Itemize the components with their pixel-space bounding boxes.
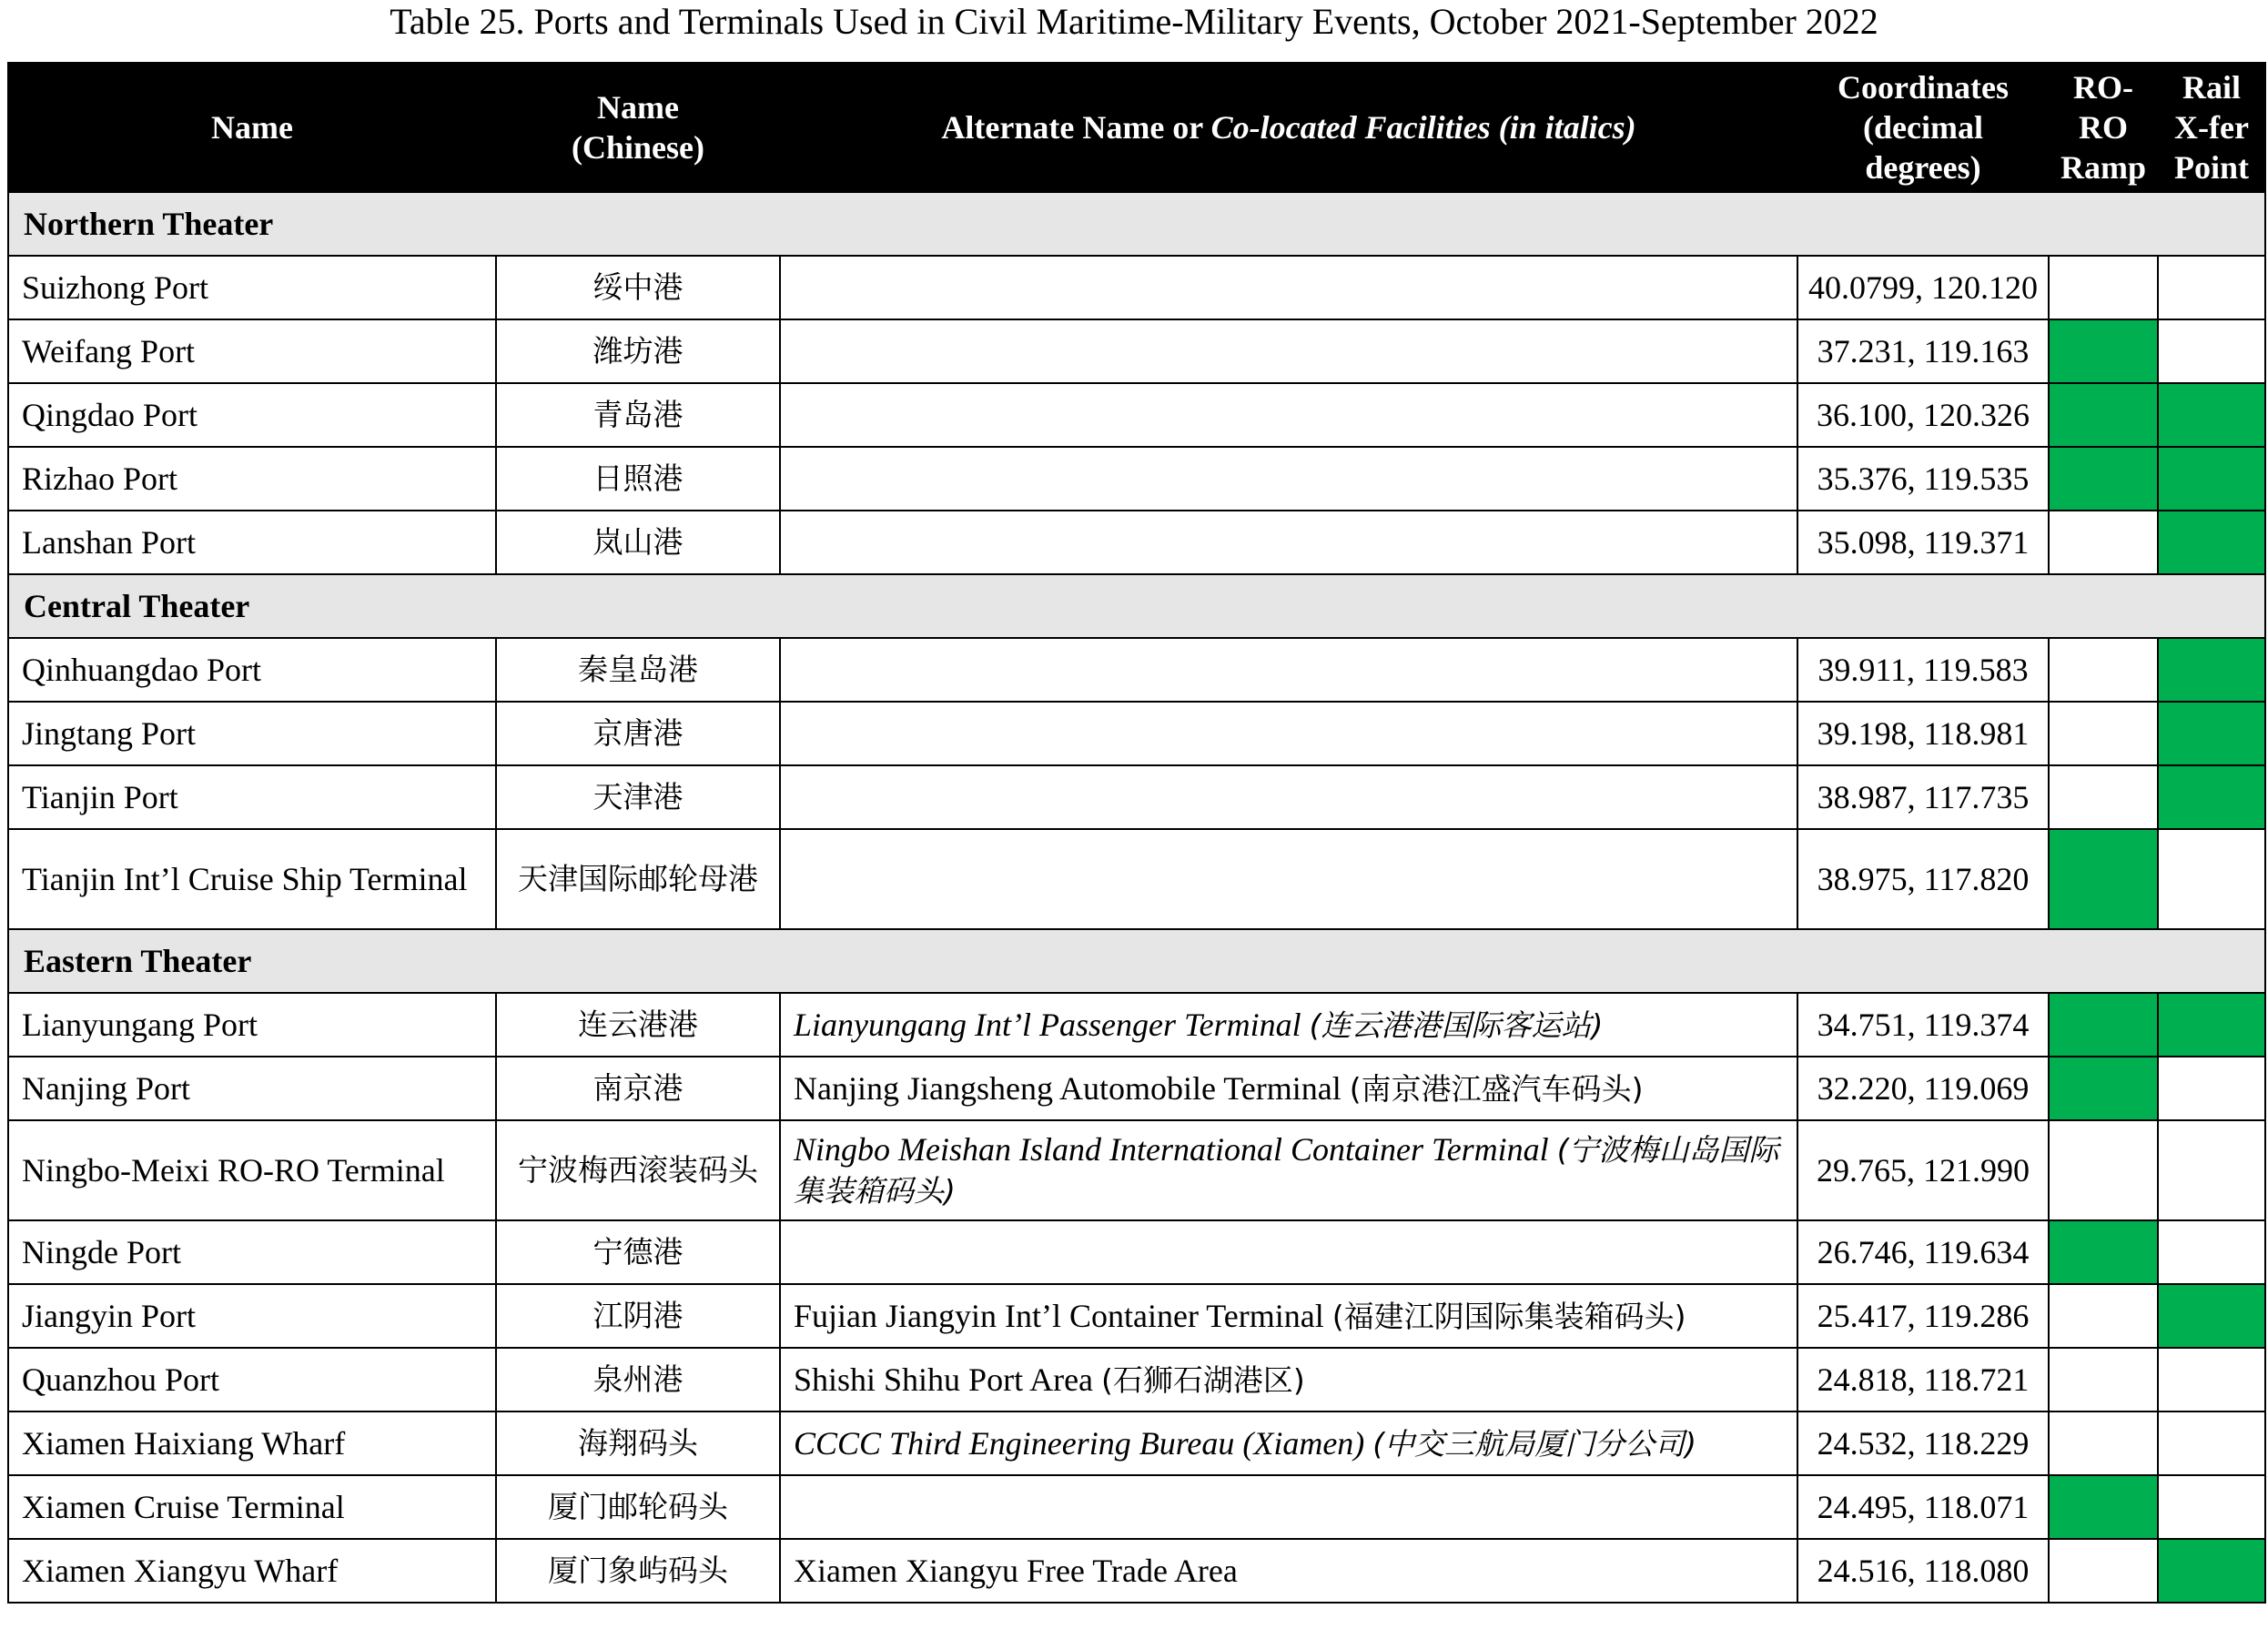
table-row — [8, 1411, 2265, 1475]
table-row — [8, 1348, 2265, 1411]
port-name: Lanshan Port — [8, 511, 496, 574]
alternate-name — [780, 765, 1797, 829]
port-name-chinese: 岚山港 — [496, 511, 780, 574]
table-row — [8, 1220, 2265, 1284]
rail-transfer-flag-on — [2158, 765, 2265, 829]
alternate-name-text: Nanjing Jiangsheng Automobile Terminal — [794, 1069, 1350, 1107]
table-row — [8, 447, 2265, 511]
roro-ramp-flag-off — [2049, 1120, 2158, 1220]
port-name-chinese: 连云港港 — [496, 993, 780, 1057]
table-row — [8, 1475, 2265, 1539]
header-alternate-name: Alternate Name or Co-located Facilities (in italics) — [780, 63, 1797, 192]
port-name-chinese: 泉州港 — [496, 1348, 780, 1411]
alternate-name — [780, 1120, 1797, 1220]
header-rail-transfer-point: Rail X-fer Point — [2158, 63, 2265, 192]
port-name-chinese: 海翔码头 — [496, 1411, 780, 1475]
section-title: Northern Theater — [8, 192, 2265, 256]
rail-transfer-flag-on — [2158, 993, 2265, 1057]
alternate-name — [780, 638, 1797, 702]
roro-ramp-flag-off — [2049, 511, 2158, 574]
table-row — [8, 511, 2265, 574]
port-name: Weifang Port — [8, 319, 496, 383]
port-name-chinese: 江阴港 — [496, 1284, 780, 1348]
roro-ramp-flag-on — [2049, 447, 2158, 511]
table-row — [8, 829, 2265, 929]
coordinates: 35.376, 119.535 — [1797, 447, 2049, 511]
port-name: Jiangyin Port — [8, 1284, 496, 1348]
header-name: Name — [8, 63, 496, 192]
section-title: Eastern Theater — [8, 929, 2265, 993]
table-caption: Table 25. Ports and Terminals Used in Civil Maritime-Military Events, October 2021-September 2022 — [390, 1, 1878, 42]
coordinates: 26.746, 119.634 — [1797, 1220, 2049, 1284]
roro-ramp-flag-off — [2049, 638, 2158, 702]
alternate-name-text: Fujian Jiangyin Int’l Container Terminal — [794, 1297, 1332, 1334]
coordinates: 39.911, 119.583 — [1797, 638, 2049, 702]
table-row — [8, 1057, 2265, 1120]
port-name: Rizhao Port — [8, 447, 496, 511]
port-name-chinese: 南京港 — [496, 1057, 780, 1120]
port-name-chinese: 宁波梅西滚装码头 — [496, 1120, 780, 1220]
port-name: Suizhong Port — [8, 256, 496, 319]
rail-transfer-flag-off — [2158, 319, 2265, 383]
table-row — [8, 1120, 2265, 1220]
table-row — [8, 256, 2265, 319]
port-name: Xiamen Xiangyu Wharf — [8, 1539, 496, 1603]
rail-transfer-flag-on — [2158, 511, 2265, 574]
section-row — [8, 192, 2265, 256]
alternate-name — [780, 319, 1797, 383]
table-row — [8, 383, 2265, 447]
alternate-name — [780, 702, 1797, 765]
coordinates: 24.516, 118.080 — [1797, 1539, 2049, 1603]
port-name: Ningbo-Meixi RO-RO Terminal — [8, 1120, 496, 1220]
port-name-chinese: 京唐港 — [496, 702, 780, 765]
port-name-chinese: 绥中港 — [496, 256, 780, 319]
alternate-name-text: Ningbo Meishan Island International Container Terminal — [794, 1131, 1557, 1168]
alternate-name — [780, 1057, 1797, 1120]
roro-ramp-flag-off — [2049, 1539, 2158, 1603]
alternate-name — [780, 256, 1797, 319]
coordinates: 25.417, 119.286 — [1797, 1284, 2049, 1348]
coordinates: 37.231, 119.163 — [1797, 319, 2049, 383]
port-name: Qinhuangdao Port — [8, 638, 496, 702]
coordinates: 38.987, 117.735 — [1797, 765, 2049, 829]
coordinates: 39.198, 118.981 — [1797, 702, 2049, 765]
coordinates: 24.532, 118.229 — [1797, 1411, 2049, 1475]
table-row — [8, 765, 2265, 829]
port-name: Jingtang Port — [8, 702, 496, 765]
rail-transfer-flag-on — [2158, 447, 2265, 511]
roro-ramp-flag-on — [2049, 319, 2158, 383]
port-name-chinese: 潍坊港 — [496, 319, 780, 383]
rail-transfer-flag-on — [2158, 702, 2265, 765]
alternate-name-chinese: (南京港江盛汽车码头) — [1349, 1070, 1644, 1107]
rail-transfer-flag-off — [2158, 1475, 2265, 1539]
port-name-chinese: 日照港 — [496, 447, 780, 511]
coordinates: 36.100, 120.326 — [1797, 383, 2049, 447]
alternate-name — [780, 1220, 1797, 1284]
coordinates: 32.220, 119.069 — [1797, 1057, 2049, 1120]
rail-transfer-flag-off — [2158, 829, 2265, 929]
coordinates: 38.975, 117.820 — [1797, 829, 2049, 929]
port-name: Xiamen Haixiang Wharf — [8, 1411, 496, 1475]
table-row — [8, 638, 2265, 702]
alternate-name-text: Lianyungang Int’l Passenger Terminal — [794, 1006, 1310, 1043]
roro-ramp-flag-on — [2049, 1057, 2158, 1120]
rail-transfer-flag-off — [2158, 1057, 2265, 1120]
alternate-name-chinese: (石狮石湖港区) — [1101, 1361, 1305, 1398]
alternate-name — [780, 511, 1797, 574]
coordinates: 29.765, 121.990 — [1797, 1120, 2049, 1220]
table-row — [8, 1284, 2265, 1348]
rail-transfer-flag-off — [2158, 1348, 2265, 1411]
port-name: Lianyungang Port — [8, 993, 496, 1057]
alternate-name-chinese: (连云港港国际客运站) — [1309, 1007, 1604, 1043]
rail-transfer-flag-on — [2158, 638, 2265, 702]
alternate-name-text: Xiamen Xiangyu Free Trade Area — [794, 1552, 1238, 1589]
roro-ramp-flag-off — [2049, 765, 2158, 829]
alternate-name — [780, 447, 1797, 511]
port-name: Tianjin Int’l Cruise Ship Terminal — [8, 829, 496, 929]
port-name: Xiamen Cruise Terminal — [8, 1475, 496, 1539]
alternate-name — [780, 1475, 1797, 1539]
roro-ramp-flag-off — [2049, 1348, 2158, 1411]
coordinates: 35.098, 119.371 — [1797, 511, 2049, 574]
alternate-name — [780, 1411, 1797, 1475]
coordinates: 40.0799, 120.120 — [1797, 256, 2049, 319]
port-name-chinese: 厦门象屿码头 — [496, 1539, 780, 1603]
roro-ramp-flag-off — [2049, 1411, 2158, 1475]
port-name: Nanjing Port — [8, 1057, 496, 1120]
section-row — [8, 574, 2265, 638]
roro-ramp-flag-off — [2049, 1284, 2158, 1348]
port-name-chinese: 秦皇岛港 — [496, 638, 780, 702]
port-name-chinese: 厦门邮轮码头 — [496, 1475, 780, 1539]
port-name: Ningde Port — [8, 1220, 496, 1284]
rail-transfer-flag-off — [2158, 256, 2265, 319]
header-row — [8, 63, 2265, 192]
rail-transfer-flag-off — [2158, 1411, 2265, 1475]
roro-ramp-flag-on — [2049, 383, 2158, 447]
port-name-chinese: 天津国际邮轮母港 — [496, 829, 780, 929]
alternate-name-chinese: (中交三航局厦门分公司) — [1372, 1425, 1697, 1462]
alternate-name-chinese: (福建江阴国际集装箱码头) — [1331, 1298, 1686, 1334]
roro-ramp-flag-on — [2049, 1475, 2158, 1539]
header-roro-ramp: RO- RO Ramp — [2049, 63, 2158, 192]
alternate-name — [780, 993, 1797, 1057]
alternate-name — [780, 383, 1797, 447]
alternate-name — [780, 1284, 1797, 1348]
port-name-chinese: 宁德港 — [496, 1220, 780, 1284]
alternate-name — [780, 1348, 1797, 1411]
port-name: Quanzhou Port — [8, 1348, 496, 1411]
coordinates: 24.818, 118.721 — [1797, 1348, 2049, 1411]
port-name-chinese: 天津港 — [496, 765, 780, 829]
rail-transfer-flag-on — [2158, 1284, 2265, 1348]
roro-ramp-flag-off — [2049, 256, 2158, 319]
table-row — [8, 702, 2265, 765]
header-name-chinese: Name (Chinese) — [496, 63, 780, 192]
section-title: Central Theater — [8, 574, 2265, 638]
rail-transfer-flag-off — [2158, 1220, 2265, 1284]
table-row — [8, 319, 2265, 383]
rail-transfer-flag-on — [2158, 383, 2265, 447]
rail-transfer-flag-on — [2158, 1539, 2265, 1603]
alternate-name-text: CCCC Third Engineering Bureau (Xiamen) — [794, 1424, 1373, 1462]
ports-table — [7, 62, 2266, 1604]
roro-ramp-flag-off — [2049, 702, 2158, 765]
alternate-name-text: Shishi Shihu Port Area — [794, 1361, 1102, 1398]
coordinates: 24.495, 118.071 — [1797, 1475, 2049, 1539]
roro-ramp-flag-on — [2049, 1220, 2158, 1284]
table-row — [8, 993, 2265, 1057]
port-name: Tianjin Port — [8, 765, 496, 829]
alternate-name — [780, 1539, 1797, 1603]
roro-ramp-flag-on — [2049, 993, 2158, 1057]
table-body — [8, 192, 2265, 1603]
alternate-name-chinese: (宁波梅山岛国际集装箱码头) — [794, 1132, 1779, 1209]
header-coordinates: Coordinates (decimal degrees) — [1797, 63, 2049, 192]
roro-ramp-flag-on — [2049, 829, 2158, 929]
rail-transfer-flag-off — [2158, 1120, 2265, 1220]
section-row — [8, 929, 2265, 993]
port-name-chinese: 青岛港 — [496, 383, 780, 447]
alternate-name — [780, 829, 1797, 929]
port-name: Qingdao Port — [8, 383, 496, 447]
coordinates: 34.751, 119.374 — [1797, 993, 2049, 1057]
table-row — [8, 1539, 2265, 1603]
